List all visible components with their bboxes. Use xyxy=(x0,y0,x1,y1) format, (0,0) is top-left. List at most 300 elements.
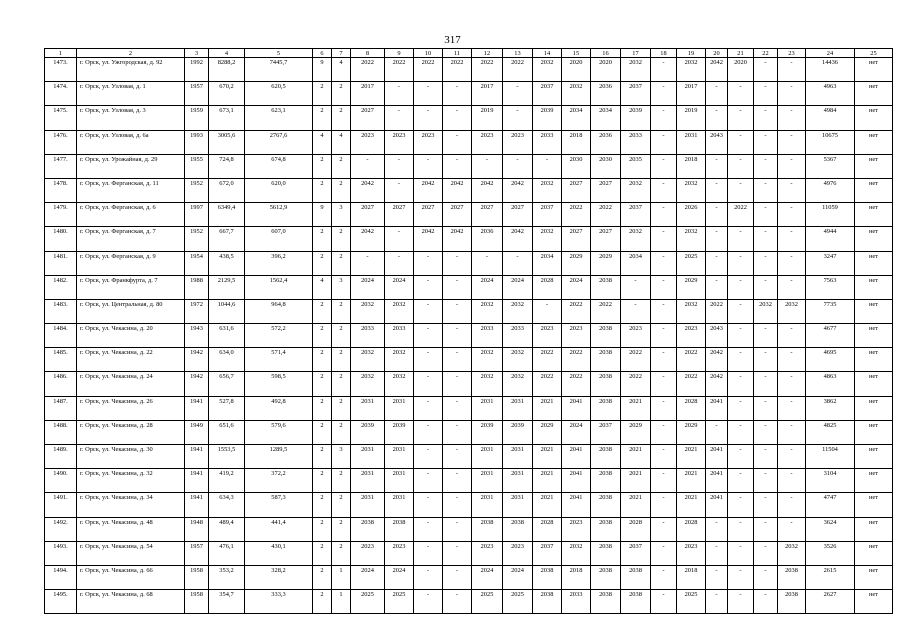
table-cell: - xyxy=(385,251,414,275)
table-cell: 2024 xyxy=(562,275,591,299)
row-number-cell: 1493. xyxy=(45,541,77,565)
table-cell: 1948 xyxy=(185,517,209,541)
table-cell: - xyxy=(778,372,806,396)
table-cell: - xyxy=(414,517,443,541)
table-cell: 2033 xyxy=(621,130,651,154)
table-row xyxy=(45,227,893,251)
table-cell: 2 xyxy=(332,541,351,565)
table-cell: - xyxy=(414,324,443,348)
table-cell: 2030 xyxy=(562,154,591,178)
row-number-cell: 1482. xyxy=(45,275,77,299)
table-cell: - xyxy=(728,348,754,372)
table-cell: 2027 xyxy=(414,203,443,227)
table-cell: - xyxy=(778,445,806,469)
table-cell: 11059 xyxy=(806,203,855,227)
table-cell: 2022 xyxy=(562,372,591,396)
table-cell: - xyxy=(754,203,778,227)
table-cell: - xyxy=(728,275,754,299)
table-cell: 2129,5 xyxy=(209,275,245,299)
table-cell: 2022 xyxy=(533,348,562,372)
table-cell: 2025 xyxy=(677,590,706,614)
table-cell: 672,0 xyxy=(209,178,245,202)
table-cell: - xyxy=(472,154,503,178)
table-cell: - xyxy=(754,420,778,444)
table-cell: 2021 xyxy=(621,469,651,493)
table-cell: - xyxy=(414,251,443,275)
table-cell: - xyxy=(651,58,677,82)
address-cell: г. Орск, ул. Узловая, д. 3 xyxy=(77,106,185,130)
table-cell: 2022 xyxy=(621,372,651,396)
table-cell: нет xyxy=(855,348,893,372)
table-cell: нет xyxy=(855,517,893,541)
table-cell: 2023 xyxy=(533,324,562,348)
table-cell: 2028 xyxy=(533,275,562,299)
row-number-cell: 1475. xyxy=(45,106,77,130)
row-number-cell: 1487. xyxy=(45,396,77,420)
table-cell: 2041 xyxy=(706,396,728,420)
table-cell: - xyxy=(754,58,778,82)
table-cell: - xyxy=(754,348,778,372)
table-cell: 2 xyxy=(313,372,332,396)
table-cell: - xyxy=(533,299,562,323)
table-cell: - xyxy=(651,82,677,106)
table-cell: 2024 xyxy=(351,275,385,299)
row-number-cell: 1488. xyxy=(45,420,77,444)
row-number-cell: 1495. xyxy=(45,590,77,614)
table-cell: 667,7 xyxy=(209,227,245,251)
table-cell: 4 xyxy=(313,275,332,299)
table-cell: 2038 xyxy=(591,348,621,372)
table-cell: 4 xyxy=(332,130,351,154)
table-cell: - xyxy=(414,565,443,589)
table-cell: 2023 xyxy=(414,130,443,154)
table-cell: 620,5 xyxy=(245,82,313,106)
table-cell: нет xyxy=(855,178,893,202)
table-row xyxy=(45,178,893,202)
table-cell: 2039 xyxy=(533,106,562,130)
table-cell: 4976 xyxy=(806,178,855,202)
table-cell: - xyxy=(754,541,778,565)
table-cell: 2 xyxy=(332,348,351,372)
table-cell: 2023 xyxy=(503,541,533,565)
address-cell: г. Орск, ул. Чекасина, д. 32 xyxy=(77,469,185,493)
table-cell: - xyxy=(754,445,778,469)
table-cell: 2029 xyxy=(677,420,706,444)
table-cell: - xyxy=(706,590,728,614)
table-cell: 1941 xyxy=(185,396,209,420)
table-cell: 2031 xyxy=(385,493,414,517)
table-cell: 1993 xyxy=(185,130,209,154)
table-cell: 2032 xyxy=(562,82,591,106)
column-header-2: 2 xyxy=(77,49,185,58)
column-header-10: 10 xyxy=(414,49,443,58)
table-cell: 2 xyxy=(332,372,351,396)
table-cell: 1941 xyxy=(185,469,209,493)
table-cell: - xyxy=(778,517,806,541)
table-cell: 2022 xyxy=(414,58,443,82)
table-cell: - xyxy=(778,227,806,251)
table-cell: 1562,4 xyxy=(245,275,313,299)
table-cell: 634,3 xyxy=(209,493,245,517)
table-cell: нет xyxy=(855,106,893,130)
column-header-24: 24 xyxy=(806,49,855,58)
table-cell: 2024 xyxy=(472,565,503,589)
table-cell: - xyxy=(706,275,728,299)
table-cell: 2 xyxy=(313,251,332,275)
table-cell: - xyxy=(385,82,414,106)
table-cell: - xyxy=(728,541,754,565)
table-cell: 5367 xyxy=(806,154,855,178)
table-cell: 2 xyxy=(313,154,332,178)
table-cell: нет xyxy=(855,420,893,444)
table-cell: - xyxy=(651,251,677,275)
table-cell: - xyxy=(414,445,443,469)
table-cell: 2025 xyxy=(351,590,385,614)
table-cell: 333,3 xyxy=(245,590,313,614)
table-cell: 2022 xyxy=(591,299,621,323)
table-cell: 2038 xyxy=(621,565,651,589)
table-cell: 2042 xyxy=(414,227,443,251)
table-cell: 2038 xyxy=(472,517,503,541)
table-cell: - xyxy=(754,469,778,493)
table-cell: - xyxy=(443,469,472,493)
row-number-cell: 1491. xyxy=(45,493,77,517)
table-cell: - xyxy=(728,82,754,106)
table-cell: 2028 xyxy=(677,396,706,420)
table-cell: нет xyxy=(855,590,893,614)
table-cell: 11504 xyxy=(806,445,855,469)
table-cell: - xyxy=(778,275,806,299)
table-cell: - xyxy=(443,106,472,130)
table-cell: 2029 xyxy=(621,420,651,444)
table-cell: 2042 xyxy=(443,227,472,251)
table-cell: 1942 xyxy=(185,372,209,396)
table-cell: 3247 xyxy=(806,251,855,275)
table-cell: 2031 xyxy=(503,469,533,493)
table-cell: 2042 xyxy=(706,348,728,372)
table-cell: - xyxy=(414,396,443,420)
table-cell: 2031 xyxy=(472,469,503,493)
table-cell: - xyxy=(443,348,472,372)
table-cell: - xyxy=(503,154,533,178)
table-cell: - xyxy=(385,178,414,202)
table-cell: 2032 xyxy=(677,299,706,323)
table-cell: 2023 xyxy=(621,324,651,348)
table-cell: 2022 xyxy=(562,203,591,227)
address-cell: г. Орск, ул. Чекасина, д. 20 xyxy=(77,324,185,348)
table-cell: 2021 xyxy=(621,445,651,469)
table-cell: 2022 xyxy=(472,58,503,82)
address-cell: г. Орск, ул. Урожайная, д. 29 xyxy=(77,154,185,178)
table-cell: 2027 xyxy=(472,203,503,227)
table-cell: 2032 xyxy=(385,299,414,323)
table-cell: 2023 xyxy=(472,130,503,154)
table-cell: 2022 xyxy=(562,299,591,323)
table-cell: нет xyxy=(855,251,893,275)
table-cell: - xyxy=(651,154,677,178)
table-cell: - xyxy=(728,590,754,614)
table-cell: 527,8 xyxy=(209,396,245,420)
table-cell: 2038 xyxy=(591,565,621,589)
table-cell: - xyxy=(754,275,778,299)
table-cell: 3 xyxy=(332,203,351,227)
table-cell: 2039 xyxy=(385,420,414,444)
table-cell: - xyxy=(414,372,443,396)
table-cell: 2038 xyxy=(503,517,533,541)
table-row xyxy=(45,493,893,517)
table-cell: 1044,6 xyxy=(209,299,245,323)
table-cell: 2023 xyxy=(385,130,414,154)
table-cell: 2031 xyxy=(351,396,385,420)
table-row xyxy=(45,82,893,106)
address-cell: г. Орск, ул. Чекасина, д. 22 xyxy=(77,348,185,372)
table-cell: 571,4 xyxy=(245,348,313,372)
table-cell: - xyxy=(414,82,443,106)
table-cell: 2038 xyxy=(591,469,621,493)
table-cell: 2042 xyxy=(443,178,472,202)
column-header-18: 18 xyxy=(651,49,677,58)
table-cell: 2032 xyxy=(533,227,562,251)
table-cell: 598,5 xyxy=(245,372,313,396)
table-cell: 2026 xyxy=(677,203,706,227)
table-cell: 489,4 xyxy=(209,517,245,541)
table-cell: - xyxy=(651,106,677,130)
table-cell: - xyxy=(728,565,754,589)
table-cell: 7445,7 xyxy=(245,58,313,82)
table-cell: - xyxy=(503,106,533,130)
table-cell: 2033 xyxy=(503,324,533,348)
table-cell: - xyxy=(754,130,778,154)
table-cell: 4825 xyxy=(806,420,855,444)
table-cell: 3 xyxy=(332,445,351,469)
table-cell: 2020 xyxy=(562,58,591,82)
table-row xyxy=(45,251,893,275)
table-cell: - xyxy=(651,590,677,614)
address-cell: г. Орск, ул. Ферганская, д. 6 xyxy=(77,203,185,227)
table-cell: 2038 xyxy=(778,590,806,614)
table-cell: 2019 xyxy=(677,106,706,130)
table-cell: 2020 xyxy=(728,58,754,82)
table-cell: 2023 xyxy=(677,324,706,348)
table-cell: 2032 xyxy=(503,372,533,396)
table-cell: 2029 xyxy=(677,275,706,299)
row-number-cell: 1473. xyxy=(45,58,77,82)
table-cell: 673,1 xyxy=(209,106,245,130)
table-cell: - xyxy=(706,565,728,589)
table-cell: 2037 xyxy=(533,203,562,227)
table-cell: 2037 xyxy=(621,541,651,565)
table-cell: - xyxy=(443,372,472,396)
table-cell: 2032 xyxy=(472,299,503,323)
table-cell: 2031 xyxy=(503,396,533,420)
column-header-14: 14 xyxy=(533,49,562,58)
table-cell: - xyxy=(778,203,806,227)
row-number-cell: 1485. xyxy=(45,348,77,372)
table-cell: 2035 xyxy=(621,154,651,178)
table-cell: 2024 xyxy=(385,275,414,299)
table-cell: 964,8 xyxy=(245,299,313,323)
table-cell: 7735 xyxy=(806,299,855,323)
column-header-1: 1 xyxy=(45,49,77,58)
table-cell: - xyxy=(443,493,472,517)
table-cell: 2033 xyxy=(351,324,385,348)
column-header-23: 23 xyxy=(778,49,806,58)
table-cell: 1949 xyxy=(185,420,209,444)
table-cell: 2034 xyxy=(533,251,562,275)
table-cell: 1553,5 xyxy=(209,445,245,469)
table-cell: 2036 xyxy=(591,130,621,154)
table-cell: 2 xyxy=(332,517,351,541)
table-cell: 1958 xyxy=(185,590,209,614)
row-number-cell: 1474. xyxy=(45,82,77,106)
table-cell: 2021 xyxy=(533,396,562,420)
table-cell: 2038 xyxy=(778,565,806,589)
table-cell: - xyxy=(651,396,677,420)
table-cell: 2 xyxy=(313,348,332,372)
table-cell: 2034 xyxy=(621,251,651,275)
table-cell: - xyxy=(651,445,677,469)
table-cell: 2037 xyxy=(621,82,651,106)
table-cell: - xyxy=(443,324,472,348)
housing-registry-table xyxy=(44,48,893,614)
table-cell: - xyxy=(414,420,443,444)
table-cell: - xyxy=(778,106,806,130)
table-cell: 2615 xyxy=(806,565,855,589)
table-cell: 4944 xyxy=(806,227,855,251)
table-cell: 2029 xyxy=(562,251,591,275)
table-cell: - xyxy=(414,469,443,493)
table-cell: 2024 xyxy=(503,275,533,299)
row-number-cell: 1479. xyxy=(45,203,77,227)
table-cell: - xyxy=(754,372,778,396)
table-cell: 2034 xyxy=(562,106,591,130)
table-cell: - xyxy=(651,203,677,227)
table-cell: 2024 xyxy=(503,565,533,589)
column-header-17: 17 xyxy=(621,49,651,58)
table-cell: 2042 xyxy=(706,58,728,82)
address-cell: г. Орск, ул. Узловая, д. 6а xyxy=(77,130,185,154)
table-cell: 2028 xyxy=(533,517,562,541)
table-cell: 2034 xyxy=(591,106,621,130)
column-header-20: 20 xyxy=(706,49,728,58)
table-cell: 2 xyxy=(332,82,351,106)
table-cell: - xyxy=(706,178,728,202)
table-cell: 9 xyxy=(313,203,332,227)
table-cell: - xyxy=(728,154,754,178)
table-cell: 634,0 xyxy=(209,348,245,372)
table-cell: - xyxy=(414,154,443,178)
table-cell: 2031 xyxy=(472,445,503,469)
table-cell: - xyxy=(414,299,443,323)
table-cell: 2021 xyxy=(677,493,706,517)
table-cell: - xyxy=(754,82,778,106)
table-cell: - xyxy=(706,154,728,178)
table-cell: 328,2 xyxy=(245,565,313,589)
table-cell: 1992 xyxy=(185,58,209,82)
row-number-cell: 1494. xyxy=(45,565,77,589)
table-cell: - xyxy=(385,227,414,251)
table-cell: 9 xyxy=(313,58,332,82)
table-cell: нет xyxy=(855,299,893,323)
table-cell: 3526 xyxy=(806,541,855,565)
address-cell: г. Орск, ул. Чекасина, д. 54 xyxy=(77,541,185,565)
table-cell: 2033 xyxy=(472,324,503,348)
table-cell: 2027 xyxy=(562,178,591,202)
table-cell: нет xyxy=(855,541,893,565)
table-cell: - xyxy=(754,324,778,348)
table-cell: 2 xyxy=(332,178,351,202)
table-cell: 2038 xyxy=(591,275,621,299)
table-cell: 2036 xyxy=(472,227,503,251)
table-cell: 2032 xyxy=(778,299,806,323)
table-cell: - xyxy=(754,493,778,517)
table-cell: 4963 xyxy=(806,82,855,106)
table-cell: 2039 xyxy=(621,106,651,130)
table-cell: - xyxy=(728,469,754,493)
table-cell: 2043 xyxy=(706,324,728,348)
table-cell: - xyxy=(443,299,472,323)
row-number-cell: 1489. xyxy=(45,445,77,469)
column-header-25: 25 xyxy=(855,49,893,58)
table-cell: 2027 xyxy=(591,178,621,202)
table-cell: - xyxy=(778,178,806,202)
table-cell: 4677 xyxy=(806,324,855,348)
table-cell: 2027 xyxy=(351,203,385,227)
table-cell: - xyxy=(443,130,472,154)
table-cell: нет xyxy=(855,445,893,469)
table-cell: нет xyxy=(855,227,893,251)
table-cell: - xyxy=(503,82,533,106)
address-cell: г. Орск, ул. Ферганская, д. 9 xyxy=(77,251,185,275)
table-cell: - xyxy=(778,82,806,106)
table-cell: нет xyxy=(855,58,893,82)
table-cell: 1 xyxy=(332,590,351,614)
table-cell: 2031 xyxy=(351,493,385,517)
table-cell: - xyxy=(651,324,677,348)
table-cell: 1942 xyxy=(185,348,209,372)
table-cell: 1952 xyxy=(185,178,209,202)
table-cell: 2028 xyxy=(621,517,651,541)
table-cell: - xyxy=(728,324,754,348)
table-cell: 670,2 xyxy=(209,82,245,106)
table-cell: 2019 xyxy=(472,106,503,130)
table-body xyxy=(45,58,893,614)
table-cell: 2 xyxy=(313,396,332,420)
table-cell: 2032 xyxy=(472,372,503,396)
table-cell: 2027 xyxy=(503,203,533,227)
table-cell: 1997 xyxy=(185,203,209,227)
table-cell: - xyxy=(651,541,677,565)
page-number: 317 xyxy=(444,34,461,46)
table-cell: 354,7 xyxy=(209,590,245,614)
table-cell: 2027 xyxy=(591,227,621,251)
table-cell: 2 xyxy=(313,82,332,106)
table-cell: 2033 xyxy=(385,324,414,348)
table-cell: 2022 xyxy=(562,348,591,372)
table-row xyxy=(45,541,893,565)
table-cell: 3005,6 xyxy=(209,130,245,154)
table-cell: - xyxy=(778,396,806,420)
table-cell: нет xyxy=(855,203,893,227)
table-cell: 3624 xyxy=(806,517,855,541)
table-cell: 430,1 xyxy=(245,541,313,565)
table-cell: - xyxy=(443,517,472,541)
table-cell: - xyxy=(754,178,778,202)
table-cell: - xyxy=(414,493,443,517)
table-cell: 2027 xyxy=(562,227,591,251)
address-cell: г. Орск, ул. Чекасина, д. 68 xyxy=(77,590,185,614)
table-cell: 2042 xyxy=(503,178,533,202)
